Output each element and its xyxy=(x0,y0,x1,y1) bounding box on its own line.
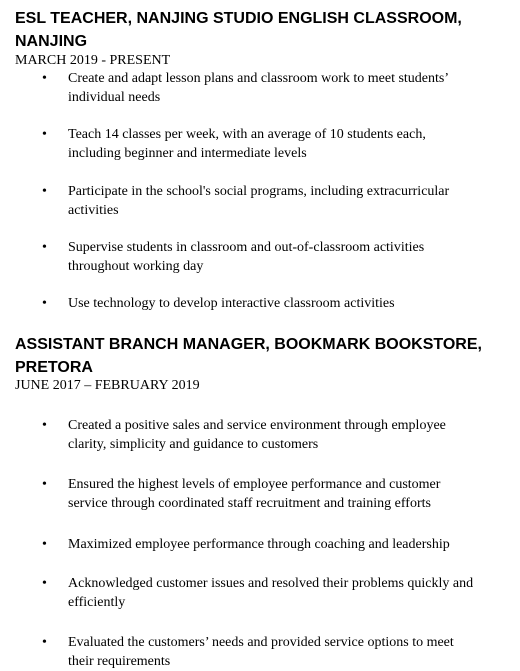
bullet-icon: • xyxy=(42,71,47,86)
job-title-line-2: NANJING xyxy=(15,33,88,50)
bullet-text: Acknowledged customer issues and resolved their problems quickly and efficiently xyxy=(68,576,474,610)
list-item xyxy=(40,238,480,276)
job-dates: JUNE 2017 – FEBRUARY 2019 xyxy=(15,378,200,393)
job-title-line-1: ASSISTANT BRANCH MANAGER, BOOKMARK BOOKSTORE, xyxy=(15,336,482,353)
bullet-text: Ensured the highest levels of employee performance and customer service through coordinated staff recruitment and training efforts xyxy=(68,477,441,511)
job-title-line-1: ESL TEACHER, NANJING STUDIO ENGLISH CLASSROOM, xyxy=(15,10,462,27)
bullet-icon: • xyxy=(42,576,47,591)
bullet-icon: • xyxy=(42,537,47,552)
list-item xyxy=(40,535,480,554)
list-item xyxy=(40,125,480,163)
job-title-line-2: PRETORA xyxy=(15,359,93,376)
list-item xyxy=(40,69,480,107)
bullet-text: Maximized employee performance through coaching and leadership xyxy=(68,537,450,552)
bullet-text: Participate in the school's social programs, including extracurricular activities xyxy=(68,184,450,218)
list-item xyxy=(40,182,480,220)
bullet-text: Teach 14 classes per week, with an average of 10 students each, including beginner and intermediate levels xyxy=(68,127,426,161)
list-item xyxy=(40,574,480,612)
job-title-esl-teacher xyxy=(15,7,495,53)
bullet-icon: • xyxy=(42,477,47,492)
list-item xyxy=(40,475,480,513)
bullet-text: Evaluated the customers’ needs and provided service options to meet their requirements xyxy=(68,635,454,669)
job-dates: MARCH 2019 - PRESENT xyxy=(15,53,171,68)
bullet-icon: • xyxy=(42,418,47,433)
bullet-text: Use technology to develop interactive classroom activities xyxy=(68,296,395,311)
bullet-text: Supervise students in classroom and out-of-classroom activities throughout working day xyxy=(68,240,425,274)
list-item xyxy=(40,294,480,313)
bullet-text: Create and adapt lesson plans and classroom work to meet students’ individual needs xyxy=(68,71,448,105)
bullet-icon: • xyxy=(42,184,47,199)
bullet-icon: • xyxy=(42,240,47,255)
bullet-icon: • xyxy=(42,127,47,142)
list-item xyxy=(40,633,480,671)
bullet-text: Created a positive sales and service environment through employee clarity, simplicity and guidance to customers xyxy=(68,418,446,452)
list-item xyxy=(40,416,480,454)
bullet-icon: • xyxy=(42,635,47,650)
bullet-icon: • xyxy=(42,296,47,311)
job-title-assistant-branch-manager xyxy=(15,333,495,379)
